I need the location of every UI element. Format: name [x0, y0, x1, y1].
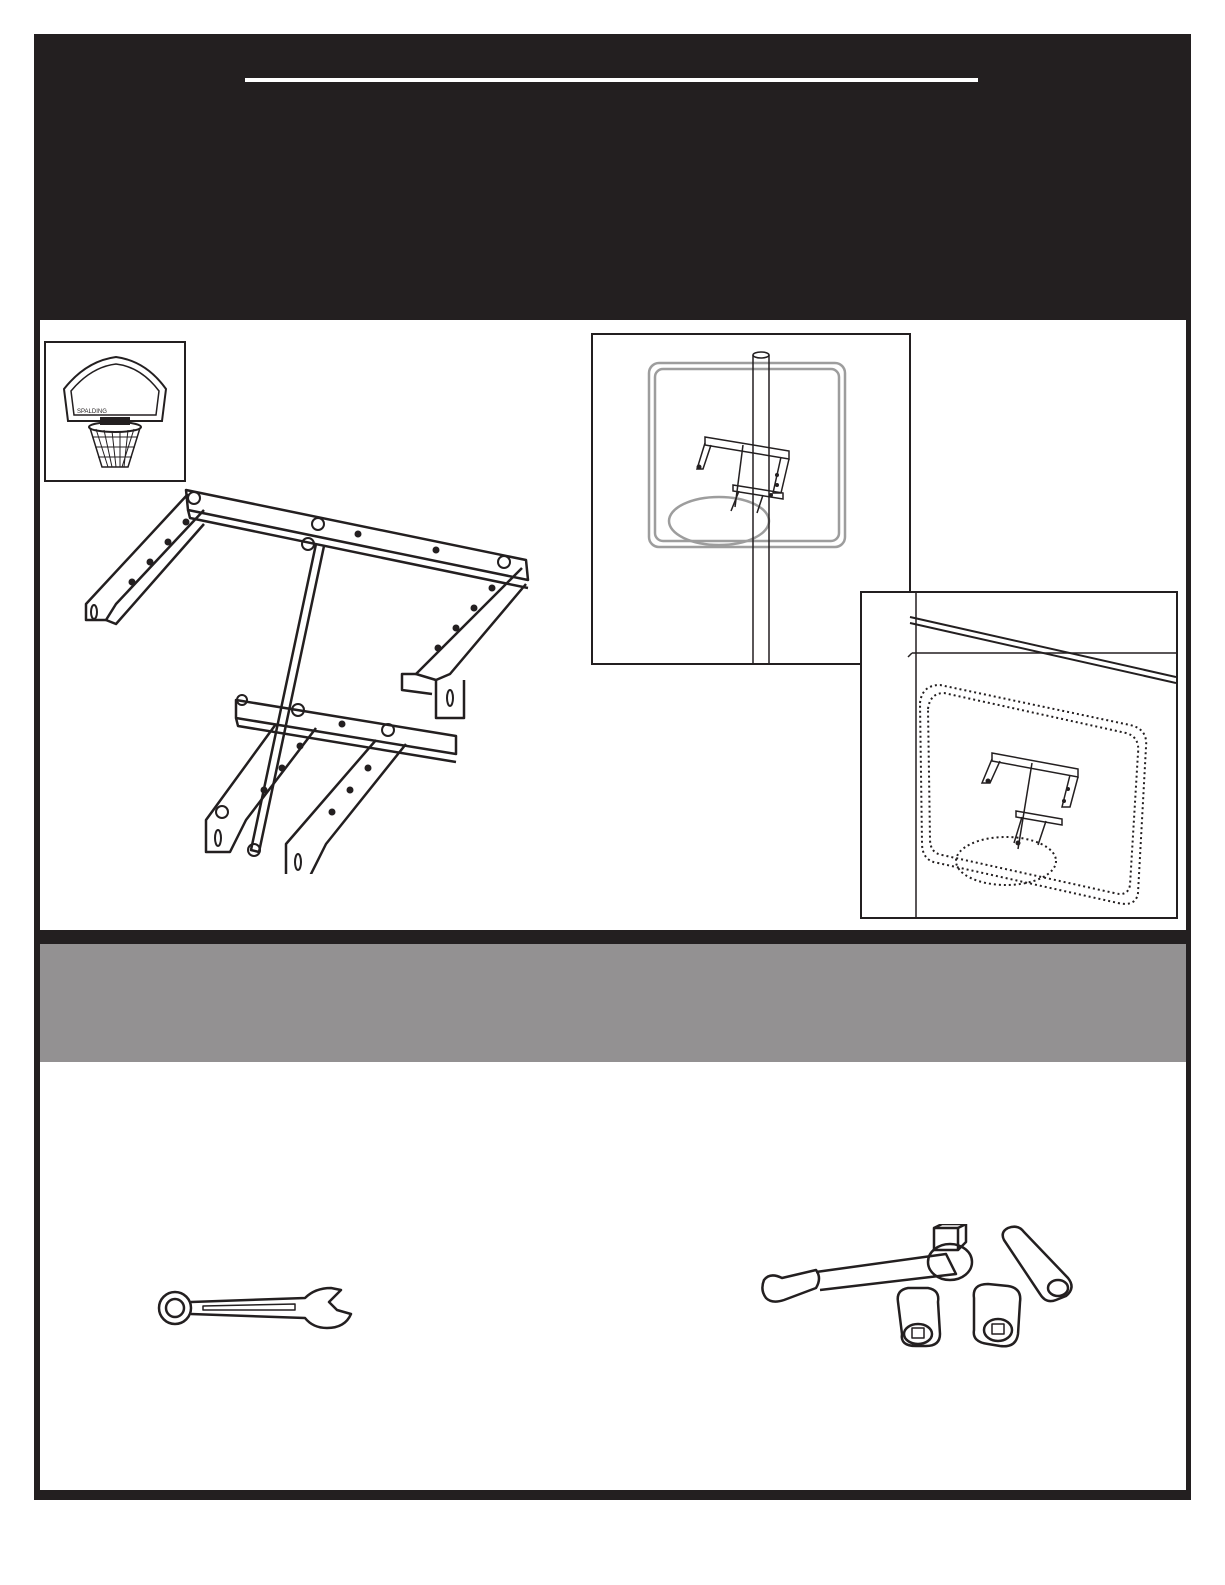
header-rule	[245, 78, 978, 82]
header-band	[34, 34, 1191, 316]
socket-wrench-set-icon	[756, 1224, 1096, 1354]
combination-wrench-icon	[155, 1276, 365, 1336]
backboard-icon	[46, 343, 184, 480]
wall-mount-drawing	[862, 593, 1176, 917]
bracket-assembly-drawing	[76, 484, 546, 874]
svg-text:SPALDING: SPALDING	[77, 409, 107, 415]
wall-mount-view	[860, 591, 1178, 919]
backboard-thumbnail	[44, 341, 186, 482]
section-divider	[34, 930, 1191, 944]
grey-band	[40, 944, 1186, 1062]
